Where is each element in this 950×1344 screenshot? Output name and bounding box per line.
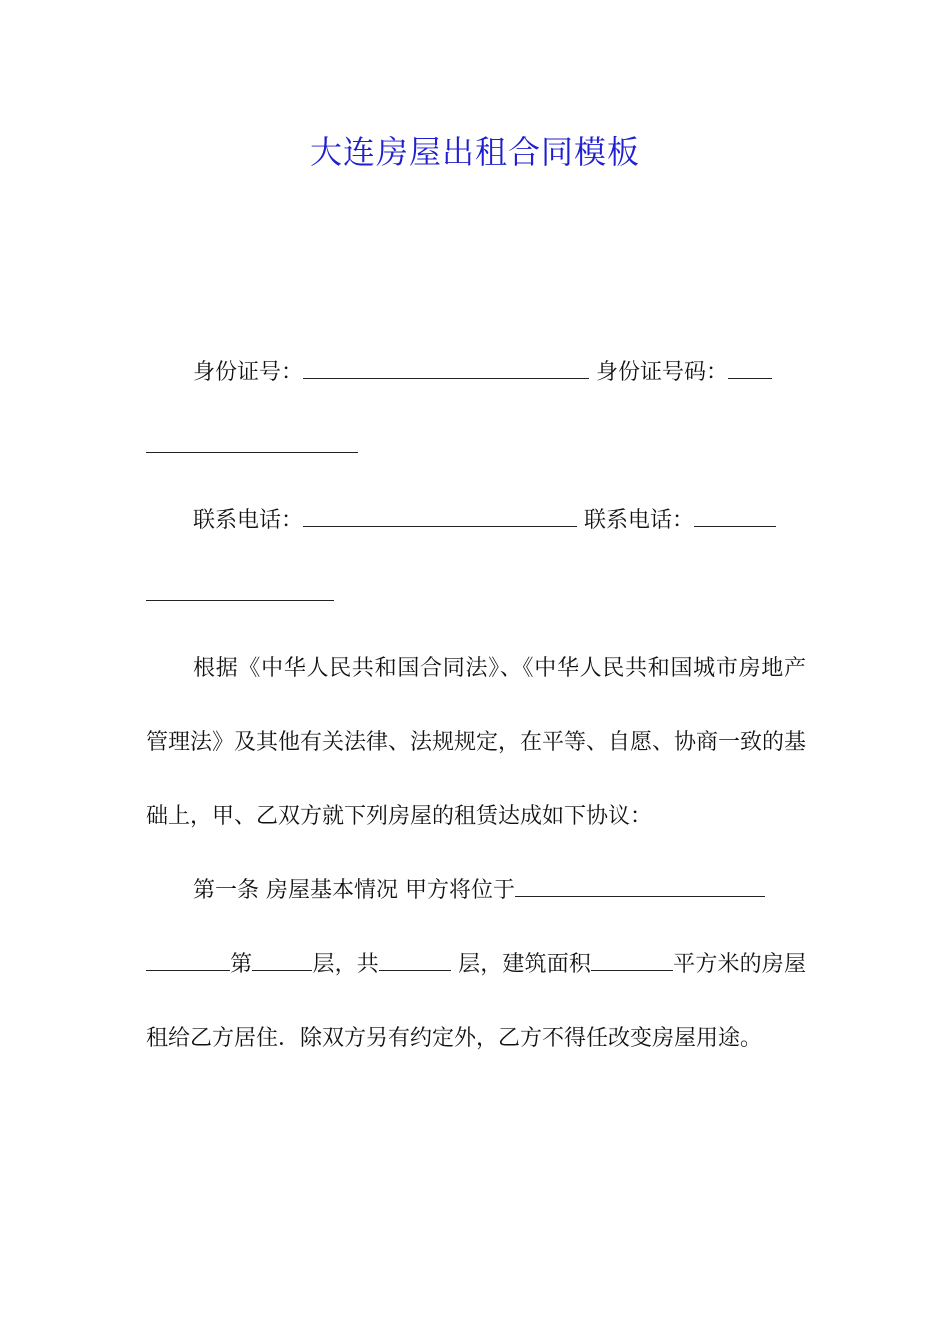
id-label-party-a: 身份证号： — [193, 360, 304, 385]
phone-label-party-a: 联系电话： — [193, 508, 304, 533]
article-1-paragraph — [146, 854, 806, 1076]
id-blank-party-a — [303, 356, 589, 379]
total-floors-blank — [379, 948, 451, 971]
phone-blank-party-b-start — [694, 504, 776, 527]
phone-label-party-b: 联系电话： — [584, 508, 695, 533]
area-suffix: 平方米的房屋租给乙方居住．除双方另有约定外，乙方不得任改变房屋用途。 — [146, 952, 806, 1051]
id-number-paragraph — [146, 336, 806, 484]
article-1-head: 第一条 房屋基本情况 甲方将位于 — [193, 878, 515, 903]
id-blank-party-b-end — [146, 430, 358, 453]
document-title: 大连房屋出租合同模板 — [309, 133, 640, 171]
phone-paragraph — [146, 484, 806, 632]
floor-blank — [252, 948, 312, 971]
id-label-party-b: 身份证号码： — [596, 360, 729, 385]
phone-blank-party-b-end — [146, 578, 334, 601]
floor-prefix: 第 — [230, 952, 253, 977]
area-prefix: 层，建筑面积 — [450, 952, 592, 977]
id-blank-party-b-start — [728, 356, 772, 379]
area-blank — [591, 948, 673, 971]
document-body — [146, 336, 806, 1076]
phone-blank-party-a — [303, 504, 577, 527]
address-blank-end — [146, 948, 230, 971]
total-floors-prefix: 层，共 — [312, 952, 379, 977]
address-blank-start — [515, 874, 765, 897]
preamble-paragraph: 根据《中华人民共和国合同法》、《中华人民共和国城市房地产管理法》及其他有关法律、法规规定，在平等、自愿、协商一致的基础上，甲、乙双方就下列房屋的租赁达成如下协议： — [146, 656, 807, 829]
